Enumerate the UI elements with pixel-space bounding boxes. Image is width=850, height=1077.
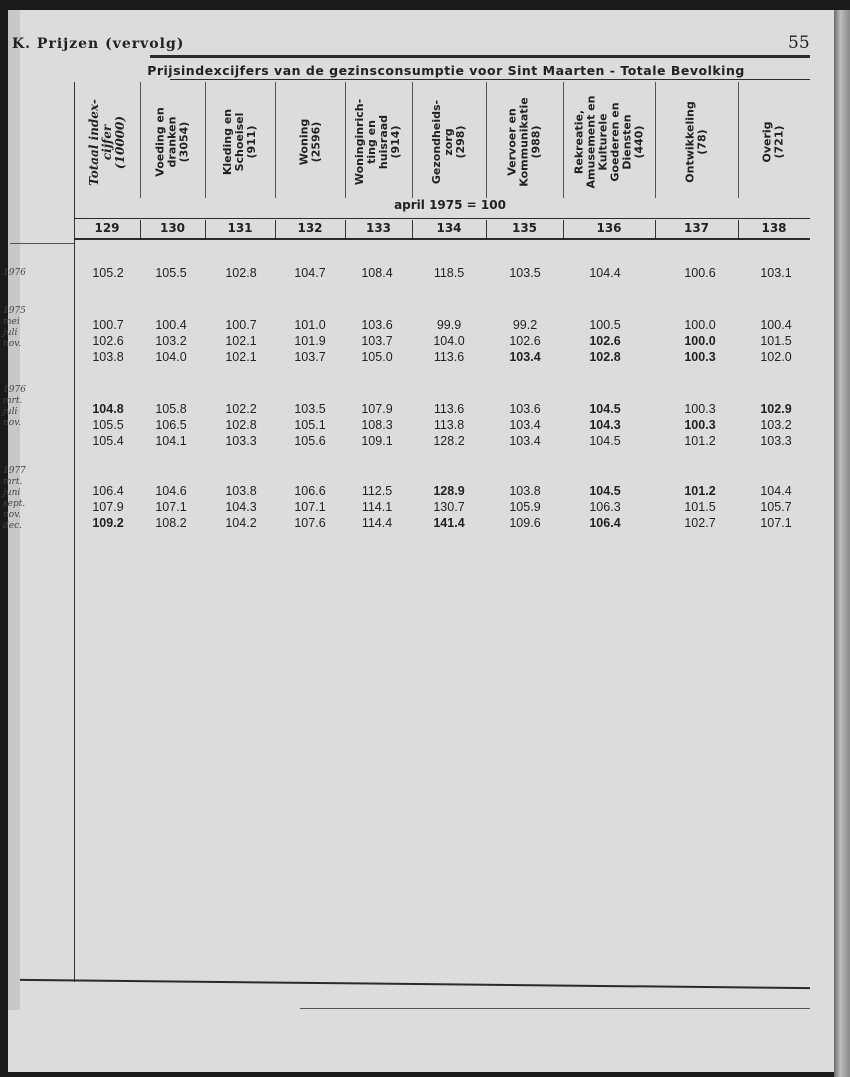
top-rule (150, 55, 810, 58)
table-cell: 105.6 (294, 434, 326, 448)
table-cell: 101.2 (684, 434, 716, 448)
table-cell: 108.3 (361, 418, 393, 432)
table-cell: 105.4 (92, 434, 124, 448)
column-divider (738, 82, 739, 198)
column-header (655, 82, 738, 202)
table-title: Prijsindexcijfers van de gezinsconsumptie voor Sint Maarten - Totale Bevolking (147, 63, 745, 78)
table-cell: 104.1 (155, 434, 187, 448)
column-divider (140, 82, 141, 198)
table-cell: 103.2 (760, 418, 792, 432)
table-cell: 113.8 (433, 418, 465, 432)
column-header (563, 82, 655, 202)
table-cell: 102.8 (589, 350, 621, 364)
table-cell: 106.4 (589, 516, 621, 530)
table-cell: 102.1 (225, 350, 257, 364)
row-label: 1975 mei juli nov. (3, 306, 26, 349)
column-header-label: Woning (2596) (296, 118, 322, 166)
table-cell: 103.3 (760, 434, 792, 448)
table-cell: 103.6 (361, 318, 393, 332)
row-label: 1976 (3, 268, 26, 278)
table-cell: 107.1 (155, 500, 187, 514)
column-header-label: Overig (721) (761, 121, 786, 163)
table-cell: 101.0 (294, 318, 326, 332)
header-rule-top (74, 218, 810, 219)
column-number: 133 (365, 221, 392, 235)
table-cell: 107.6 (294, 516, 326, 530)
column-number: 138 (761, 221, 787, 235)
column-number: 134 (436, 221, 462, 235)
table-cell: 102.1 (225, 334, 257, 348)
table-cell: 102.6 (92, 334, 124, 348)
base-period-label: april 1975 = 100 (394, 198, 506, 212)
table-cell: 109.2 (92, 516, 124, 530)
column-divider (412, 82, 413, 198)
table-cell: 102.7 (684, 516, 716, 530)
table-cell: 100.0 (684, 318, 716, 332)
column-divider (205, 82, 206, 198)
table-cell: 100.7 (92, 318, 124, 332)
column-divider (275, 82, 276, 198)
table-cell: 106.5 (155, 418, 187, 432)
table-cell: 104.6 (155, 484, 187, 498)
column-header (486, 82, 563, 202)
table-cell: 113.6 (433, 402, 465, 416)
table-cell: 102.6 (589, 334, 621, 348)
table-cell: 103.5 (509, 266, 541, 280)
table-cell: 103.1 (760, 266, 792, 280)
table-cell: 103.5 (294, 402, 326, 416)
table-cell: 105.7 (760, 500, 792, 514)
table-cell: 113.6 (433, 350, 465, 364)
table-cell: 141.4 (433, 516, 465, 530)
table-cell: 103.3 (225, 434, 257, 448)
column-number: 137 (683, 221, 710, 235)
row-label: 1976 mrt. juli nov. (3, 385, 26, 428)
table-cell: 104.5 (589, 402, 621, 416)
table-cell: 103.8 (225, 484, 257, 498)
column-header-label: Ontwikkeling (78) (683, 101, 709, 183)
table-cell: 107.1 (760, 516, 792, 530)
table-cell: 101.9 (294, 334, 326, 348)
table-cell: 100.3 (684, 418, 716, 432)
column-header-label: Gezondheids- zorg (298) (430, 99, 468, 185)
column-number: 136 (596, 221, 622, 235)
table-cell: 104.4 (589, 266, 621, 280)
table-cell: 104.0 (155, 350, 187, 364)
column-divider (345, 82, 346, 198)
table-cell: 103.8 (509, 484, 541, 498)
table-cell: 104.5 (589, 434, 621, 448)
table-cell: 109.6 (509, 516, 541, 530)
column-number: 131 (227, 221, 253, 235)
table-cell: 101.2 (684, 484, 716, 498)
title-underline (170, 79, 810, 80)
table-cell: 105.2 (92, 266, 124, 280)
table-cell: 107.9 (92, 500, 124, 514)
table-cell: 101.5 (760, 334, 792, 348)
table-cell: 102.2 (225, 402, 257, 416)
table-cell: 99.2 (512, 318, 538, 332)
table-cell: 102.6 (509, 334, 541, 348)
row-label-divider (74, 82, 75, 982)
table-cell: 108.4 (361, 266, 393, 280)
column-divider (563, 82, 564, 198)
column-header (412, 82, 486, 202)
column-divider (655, 82, 656, 198)
column-header-label: Vervoer en Kommunikatie (988) (505, 97, 543, 187)
table-cell: 102.9 (760, 402, 792, 416)
table-cell: 105.9 (509, 500, 541, 514)
table-cell: 105.1 (294, 418, 326, 432)
table-cell: 130.7 (433, 500, 465, 514)
table-cell: 102.8 (225, 418, 257, 432)
table-cell: 106.6 (294, 484, 326, 498)
footer-rule (300, 1008, 810, 1009)
table-cell: 100.4 (760, 318, 792, 332)
table-cell: 108.2 (155, 516, 187, 530)
book-spine (834, 10, 850, 1077)
table-cell: 104.3 (589, 418, 621, 432)
table-cell: 101.5 (684, 500, 716, 514)
table-cell: 104.5 (589, 484, 621, 498)
table-cell: 103.6 (509, 402, 541, 416)
table-cell: 104.0 (433, 334, 465, 348)
table-cell: 107.1 (294, 500, 326, 514)
table-cell: 114.1 (361, 500, 393, 514)
table-cell: 103.4 (509, 418, 541, 432)
table-cell: 99.9 (436, 318, 462, 332)
table-cell: 128.2 (433, 434, 465, 448)
column-header (345, 82, 412, 202)
table-cell: 103.2 (155, 334, 187, 348)
table-cell: 118.5 (433, 266, 465, 280)
table-cell: 104.2 (225, 516, 257, 530)
column-header-label: Rekreatie, Amusement en Kulturele Goederen en Diensten (440) (572, 95, 646, 189)
column-header (738, 82, 810, 202)
column-number: 130 (159, 221, 186, 235)
table-cell: 114.4 (361, 516, 393, 530)
table-cell: 105.0 (361, 350, 393, 364)
column-header-label: Woninginrich- ting en huisraad (914) (353, 98, 403, 186)
column-number: 129 (94, 221, 120, 235)
page-number: 55 (788, 33, 810, 53)
table-cell: 102.8 (225, 266, 257, 280)
table-cell: 100.0 (684, 334, 716, 348)
table-cell: 104.8 (92, 402, 124, 416)
column-header-label: Kleding en Schoeisel (911) (220, 108, 258, 176)
row-label: 1977 mrt. juni sept. nov. dec. (3, 466, 26, 531)
table-cell: 100.5 (589, 318, 621, 332)
column-header-label: Voeding en dranken (3054) (153, 107, 191, 177)
table-cell: 100.4 (155, 318, 187, 332)
table-cell: 103.8 (92, 350, 124, 364)
table-cell: 112.5 (361, 484, 393, 498)
table-cell: 105.5 (155, 266, 187, 280)
column-divider (486, 82, 487, 198)
table-cell: 106.4 (92, 484, 124, 498)
table-cell: 103.7 (294, 350, 326, 364)
table-cell: 105.5 (92, 418, 124, 432)
column-header (275, 82, 345, 202)
table-cell: 105.8 (155, 402, 187, 416)
table-cell: 104.4 (760, 484, 792, 498)
table-cell: 103.4 (509, 350, 541, 364)
table-cell: 103.7 (361, 334, 393, 348)
header-rule-bottom (74, 238, 810, 240)
table-cell: 100.3 (684, 402, 716, 416)
label-rule (10, 243, 74, 244)
table-cell: 103.4 (509, 434, 541, 448)
column-header (74, 82, 140, 202)
table-cell: 107.9 (361, 402, 393, 416)
column-header (140, 82, 205, 202)
column-header (205, 82, 275, 202)
column-number: 135 (511, 221, 538, 235)
column-number: 132 (297, 221, 323, 235)
table-cell: 100.7 (225, 318, 257, 332)
table-cell: 102.0 (760, 350, 792, 364)
table-cell: 104.3 (225, 500, 257, 514)
table-cell: 100.6 (684, 266, 716, 280)
table-cell: 100.3 (684, 350, 716, 364)
table-cell: 109.1 (361, 434, 393, 448)
table-cell: 106.3 (589, 500, 621, 514)
table-cell: 128.9 (433, 484, 465, 498)
table-cell: 104.7 (294, 266, 326, 280)
column-header-label: Totaal index- cijfer (10000) (86, 98, 127, 186)
section-title: K. Prijzen (vervolg) (12, 36, 185, 52)
